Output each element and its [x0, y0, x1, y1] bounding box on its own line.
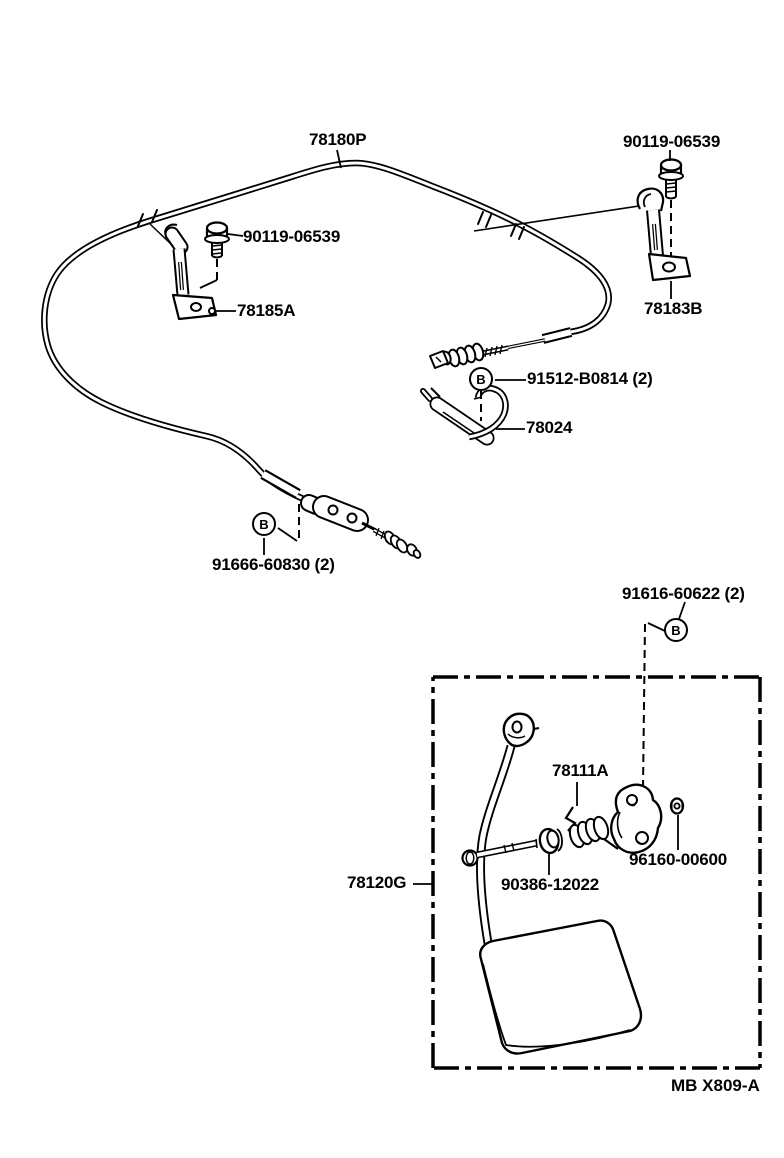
bolt-90119-left [205, 223, 229, 258]
part-label-90119-left: 90119-06539 [243, 227, 341, 246]
bracket-78024 [423, 388, 506, 438]
part-label-91666: 91666-60830 (2) [212, 555, 335, 574]
cable-end-fitting [309, 503, 422, 559]
bolt-90119-right [659, 160, 683, 199]
part-label-91512: 91512-B0814 (2) [527, 369, 653, 388]
fastener-marker-b-91666: B [252, 512, 276, 536]
pedal-pad [480, 921, 641, 1054]
part-label-78183B: 78183B [644, 299, 703, 318]
figure-code: MB X809-A [671, 1076, 760, 1095]
accelerator-cable [44, 163, 608, 503]
part-label-78120G: 78120G [347, 873, 407, 892]
part-label-91616: 91616-60622 (2) [622, 584, 745, 603]
pivot-plate [611, 785, 661, 853]
part-label-90119-right: 90119-06539 [623, 132, 721, 151]
pedal-rod [481, 714, 539, 949]
fastener-marker-b-91616: B [664, 618, 688, 642]
part-label-78024: 78024 [526, 418, 573, 437]
bushing [538, 827, 562, 854]
bracket-78183b [474, 189, 690, 280]
part-label-78180P: 78180P [309, 130, 367, 149]
nut-96160 [671, 799, 683, 814]
part-label-96160: 96160-00600 [629, 850, 728, 869]
part-label-78111A: 78111A [552, 761, 609, 780]
part-label-78185A: 78185A [237, 301, 296, 320]
fastener-marker-b-91512: B [469, 367, 493, 391]
pedal-bolt-90386 [463, 839, 538, 866]
part-label-90386: 90386-12022 [501, 875, 600, 894]
cable-end-right [430, 340, 545, 368]
